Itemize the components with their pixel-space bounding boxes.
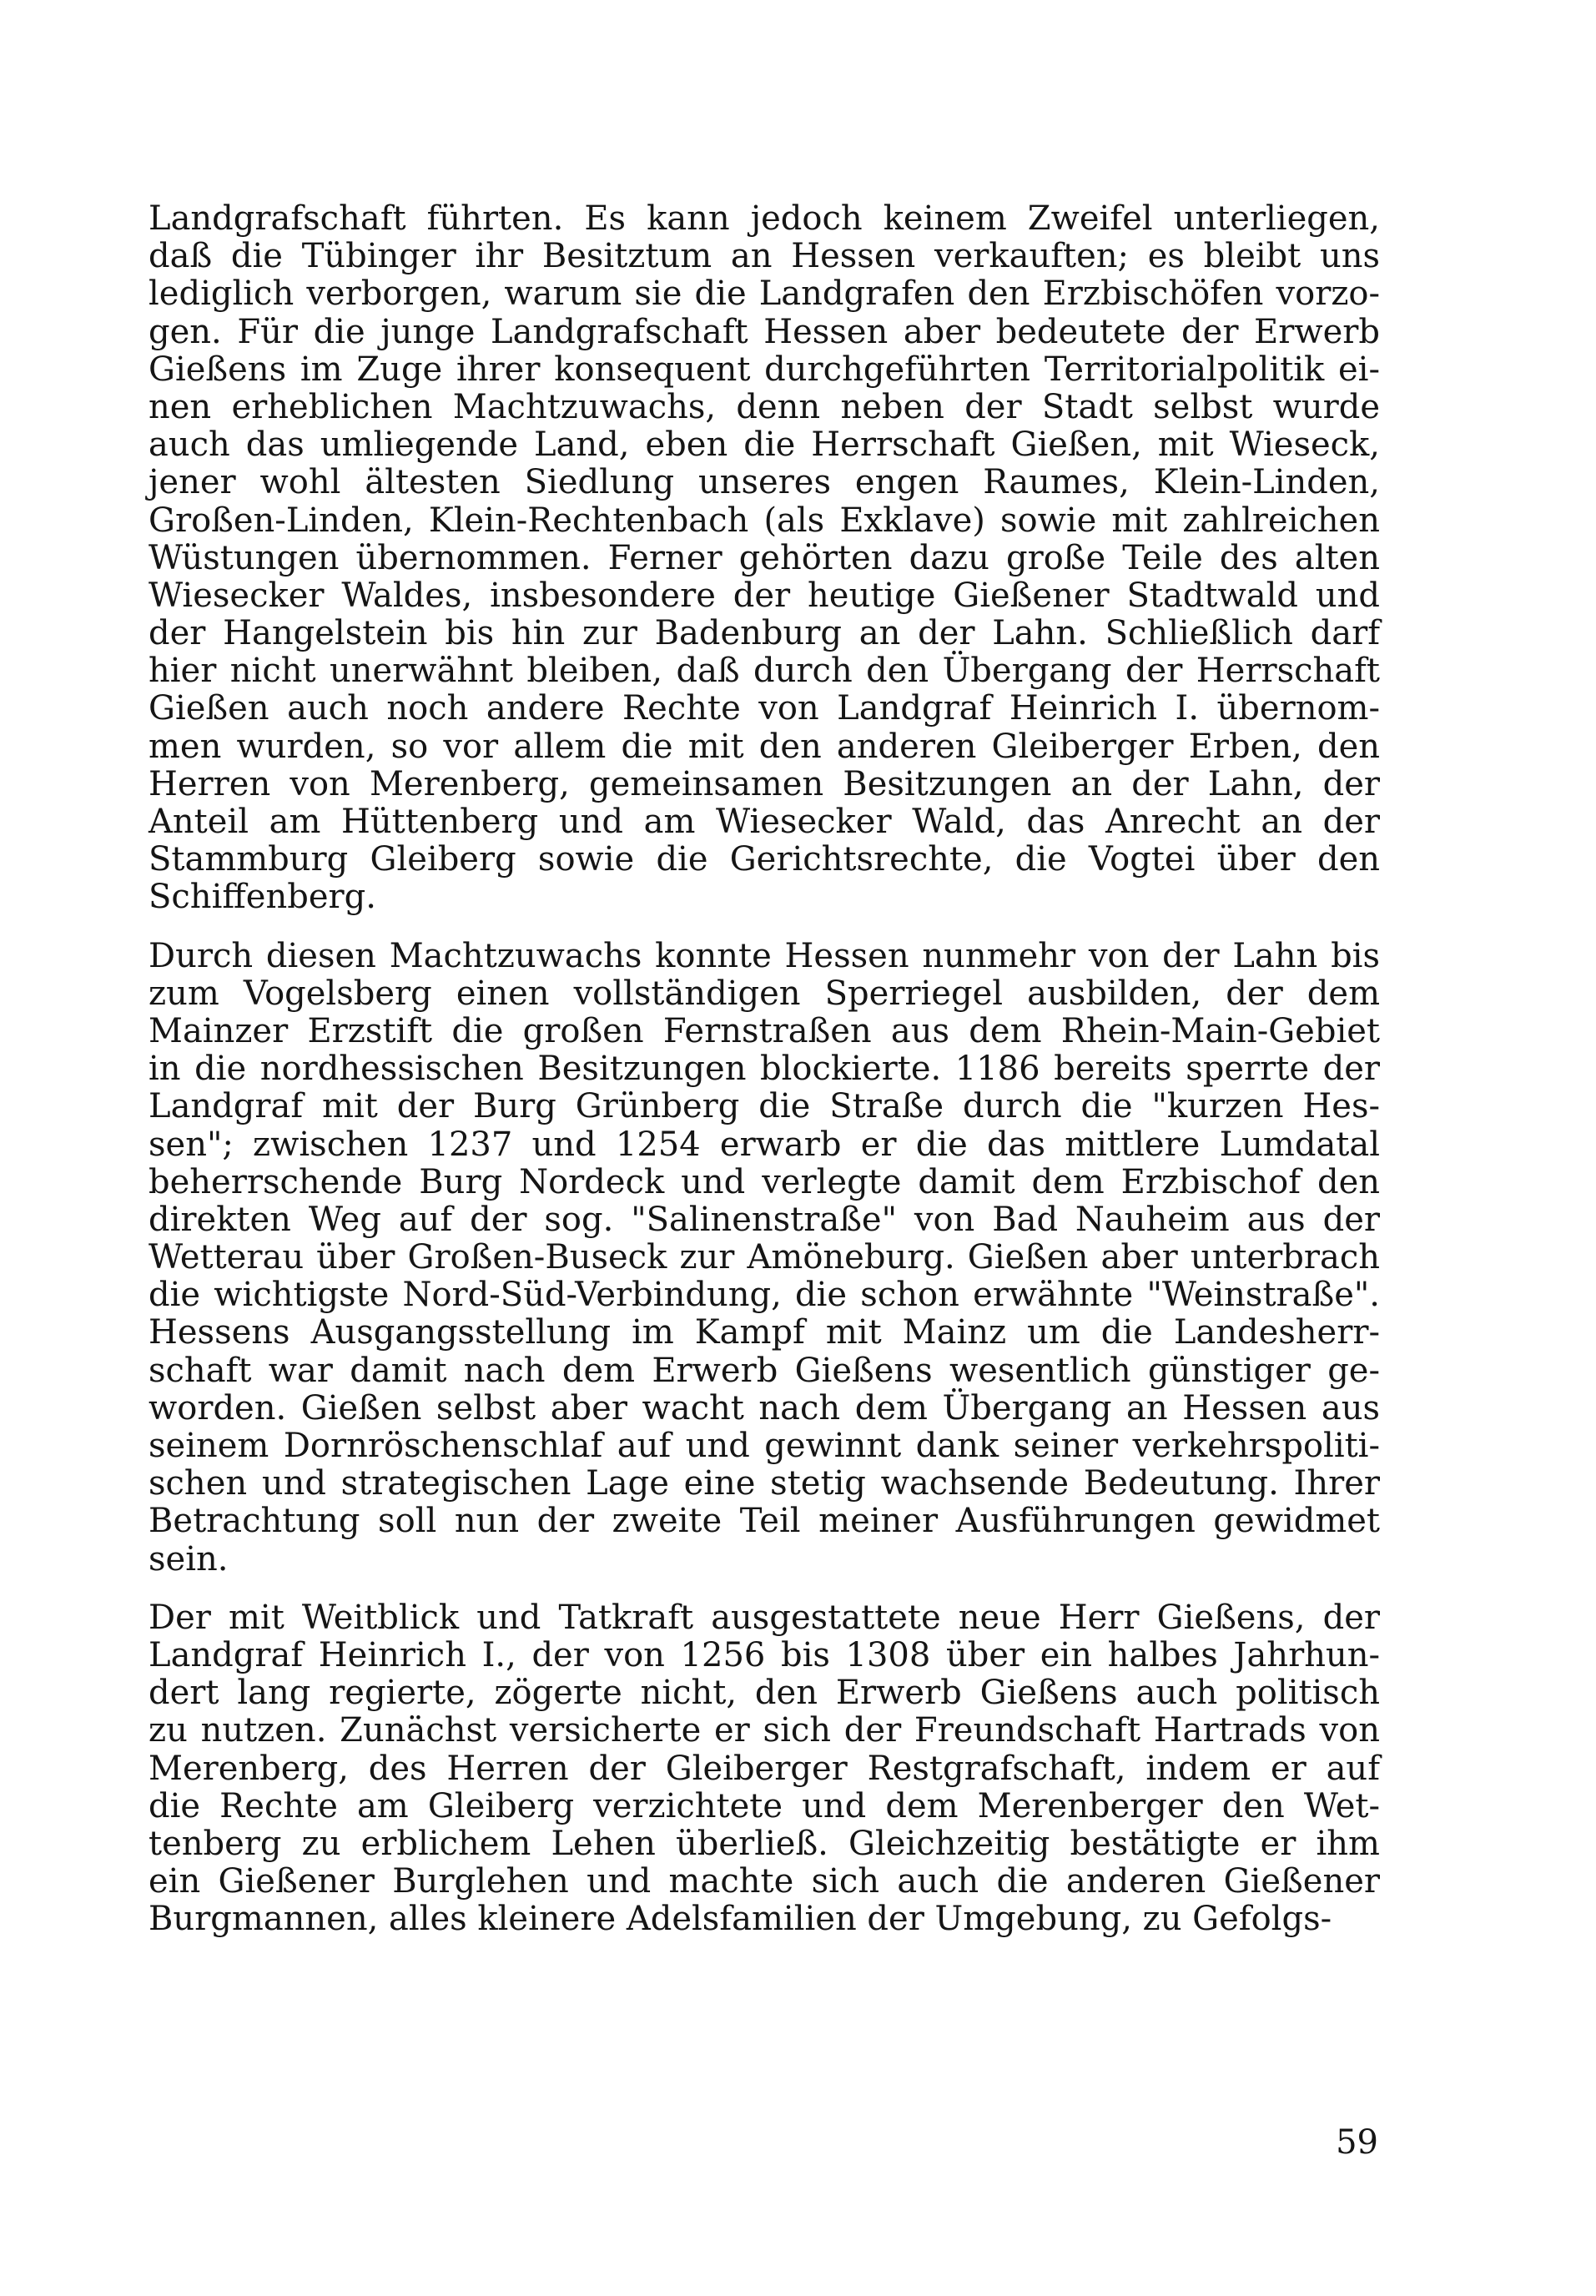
text-line: Anteil am Hüttenberg und am Wiesecker Wald, das Anrecht an der <box>149 803 1380 841</box>
text-line: direkten Weg auf der sog. "Salinenstraße" von Bad Nauheim aus der <box>149 1200 1380 1239</box>
text-line: Mainzer Erzstift die großen Fernstraßen aus dem Rhein-Main-Gebiet <box>149 1011 1380 1050</box>
text-line: Durch diesen Machtzuwachs konnte Hessen nunmehr von der Lahn bis <box>149 936 1380 975</box>
page-number: 59 <box>1336 2123 1378 2162</box>
text-line: ein Gießener Burglehen und machte sich auch die anderen Gießener <box>149 1862 1380 1901</box>
text-line: zum Vogelsberg einen vollständigen Sperriegel ausbilden, der dem <box>149 974 1380 1013</box>
text-line: Landgraf mit der Burg Grünberg die Straße durch die "kurzen Hes- <box>149 1087 1380 1126</box>
text-line: tenberg zu erblichem Lehen überließ. Gleichzeitig bestätigte er ihm <box>149 1824 1380 1863</box>
text-line: Merenberg, des Herren der Gleiberger Restgrafschaft, indem er auf <box>149 1749 1380 1788</box>
text-line: Hessens Ausgangsstellung im Kampf mit Mainz um die Landesherr- <box>149 1313 1380 1352</box>
text-line: nen erheblichen Machtzuwachs, denn neben der Stadt selbst wurde <box>149 387 1380 426</box>
text-line: daß die Tübinger ihr Besitztum an Hessen verkauften; es bleibt uns <box>149 237 1380 276</box>
text-line: schaft war damit nach dem Erwerb Gießens wesentlich günstiger ge- <box>149 1351 1380 1390</box>
text-line: worden. Gießen selbst aber wacht nach dem Übergang an Hessen aus <box>149 1388 1380 1427</box>
text-line: seinem Dornröschenschlaf auf und gewinnt dank seiner verkehrspoliti- <box>149 1427 1380 1465</box>
text-line: Burgmannen, alles kleinere Adelsfamilien der Umgebung, zu Gefolgs- <box>149 1900 1332 1939</box>
text-line: lediglich verborgen, warum sie die Landgrafen den Erzbischöfen vorzo- <box>149 274 1380 314</box>
text-line: Der mit Weitblick und Tatkraft ausgestattete neue Herr Gießens, der <box>149 1598 1380 1637</box>
text-line: Herren von Merenberg, gemeinsamen Besitzungen an der Lahn, der <box>149 764 1380 803</box>
text-line: Landgrafschaft führten. Es kann jedoch keinem Zweifel unterliegen, <box>149 199 1380 238</box>
text-line: Betrachtung soll nun der zweite Teil meiner Ausführungen gewidmet <box>149 1502 1380 1541</box>
text-line: in die nordhessischen Besitzungen blockierte. 1186 bereits sperrte der <box>149 1050 1380 1089</box>
text-line: sein. <box>149 1539 229 1578</box>
text-line: Schiffenberg. <box>149 878 376 917</box>
paragraph <box>149 1599 1380 1939</box>
text-line: Gießen auch noch andere Rechte von Landgraf Heinrich I. übernom- <box>149 689 1380 728</box>
text-line: der Hangelstein bis hin zur Badenburg an der Lahn. Schließlich darf <box>149 614 1380 653</box>
paragraph <box>149 938 1380 1578</box>
text-line: gen. Für die junge Landgrafschaft Hessen aber bedeutete der Erwerb <box>149 312 1380 351</box>
text-line: Stammburg Gleiberg sowie die Gerichtsrechte, die Vogtei über den <box>149 840 1380 879</box>
text-line: auch das umliegende Land, eben die Herrschaft Gießen, mit Wieseck, <box>149 425 1380 465</box>
text-line: jener wohl ältesten Siedlung unseres engen Raumes, Klein-Linden, <box>149 463 1380 502</box>
paragraph <box>149 200 1380 917</box>
text-line: sen"; zwischen 1237 und 1254 erwarb er die das mittlere Lumdatal <box>149 1125 1380 1164</box>
text-line: die wichtigste Nord-Süd-Verbindung, die schon erwähnte "Weinstraße". <box>149 1276 1380 1315</box>
text-line: men wurden, so vor allem die mit den anderen Gleiberger Erben, den <box>149 727 1380 766</box>
page-body <box>149 200 1380 1938</box>
text-line: schen und strategischen Lage eine stetig wachsende Bedeutung. Ihrer <box>149 1464 1380 1503</box>
text-line: zu nutzen. Zunächst versicherte er sich der Freundschaft Hartrads von <box>149 1711 1380 1750</box>
text-line: Großen-Linden, Klein-Rechtenbach (als Exklave) sowie mit zahlreichen <box>149 501 1380 540</box>
text-line: beherrschende Burg Nordeck und verlegte damit dem Erzbischof den <box>149 1162 1380 1201</box>
text-line: dert lang regierte, zögerte nicht, den Erwerb Gießens auch politisch <box>149 1674 1380 1713</box>
text-line: Landgraf Heinrich I., der von 1256 bis 1308 über ein halbes Jahrhun- <box>149 1635 1380 1674</box>
text-line: Wüstungen übernommen. Ferner gehörten dazu große Teile des alten <box>149 538 1380 577</box>
text-line: hier nicht unerwähnt bleiben, daß durch den Übergang der Herrschaft <box>149 652 1380 691</box>
text-line: Wetterau über Großen-Buseck zur Amöneburg. Gießen aber unterbrach <box>149 1238 1380 1277</box>
text-line: Wiesecker Waldes, insbesondere der heutige Gießener Stadtwald und <box>149 576 1380 615</box>
text-line: die Rechte am Gleiberg verzichtete und dem Merenberger den Wet- <box>149 1786 1380 1825</box>
text-line: Gießens im Zuge ihrer konsequent durchgeführten Territorialpolitik ei- <box>149 350 1380 389</box>
